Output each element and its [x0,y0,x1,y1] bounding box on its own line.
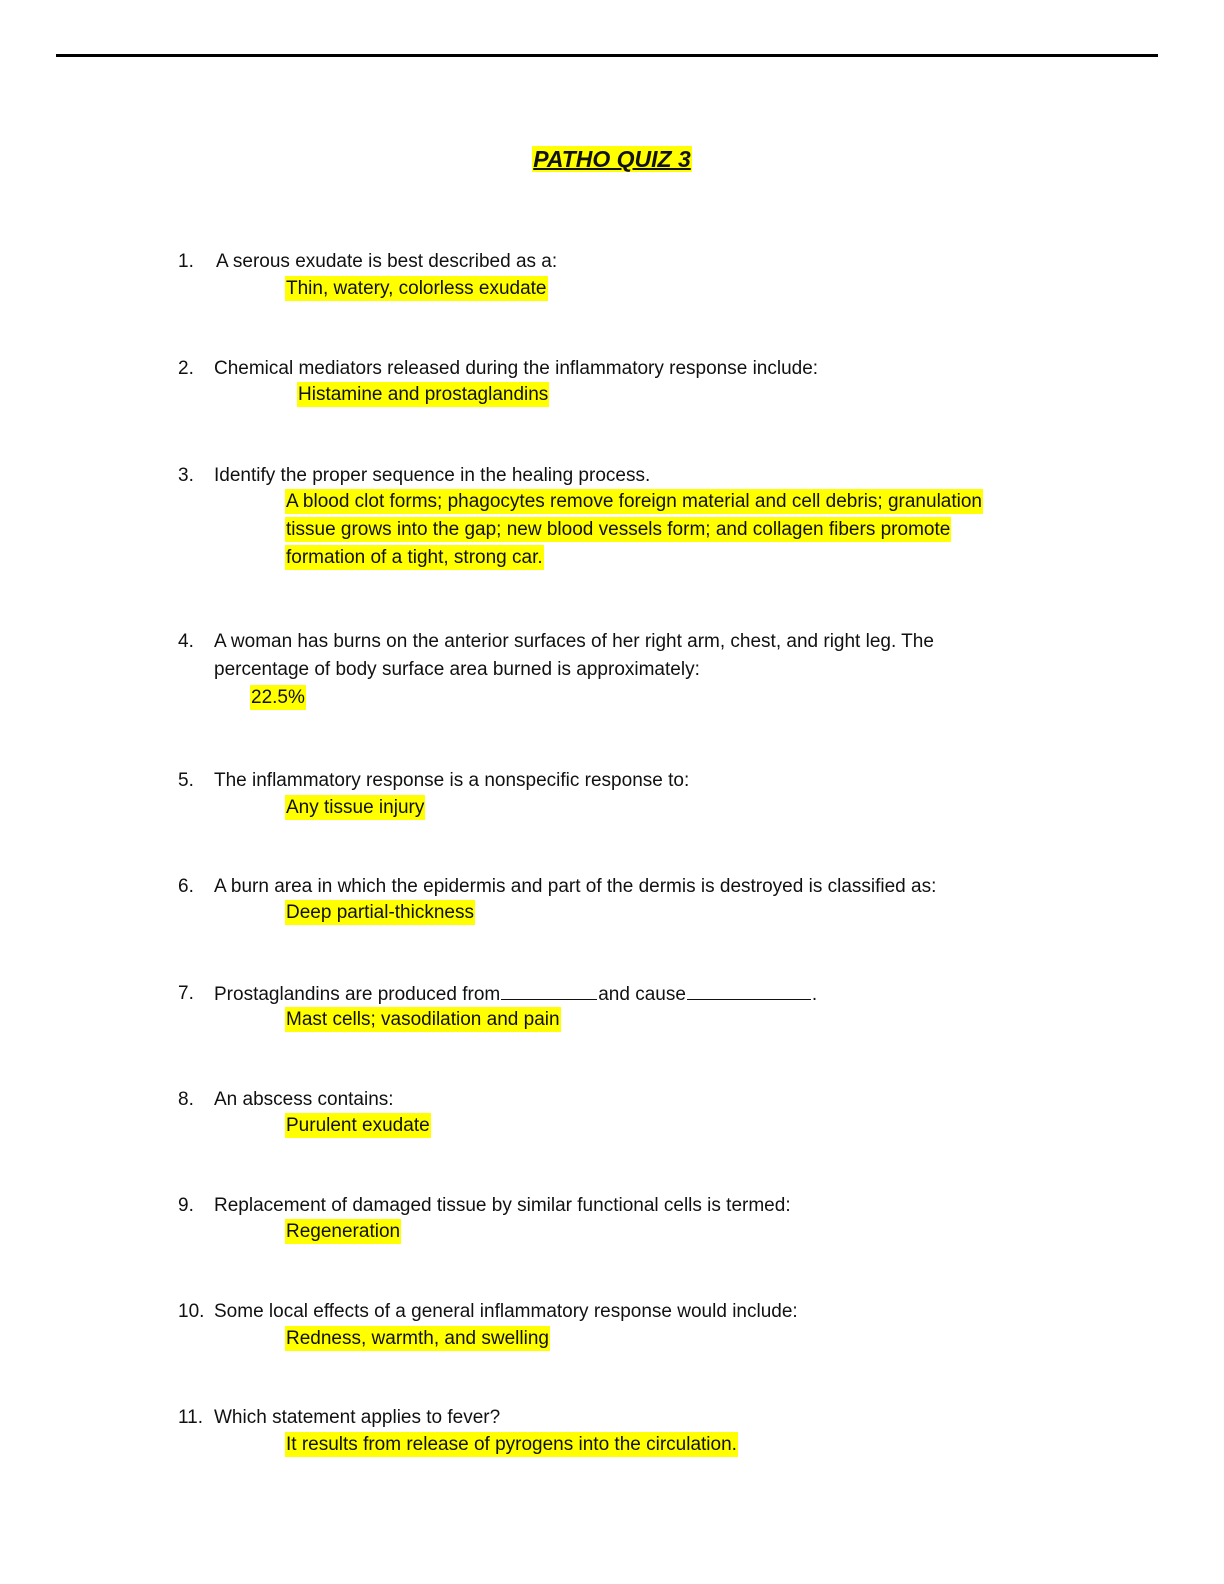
answer-9: Regeneration [286,1221,401,1242]
question-text: Which statement applies to fever? [214,1407,501,1428]
answer-11: It results from release of pyrogens into the circulation. [286,1434,737,1455]
answer-1: Thin, watery, colorless exudate [286,278,547,299]
answer-3-line-2: tissue grows into the gap; new blood vessels form; and collagen fibers promote [286,519,951,540]
question-number: 4. [178,631,194,652]
answer-7: Mast cells; vasodilation and pain [286,1009,560,1030]
question-number: 2. [178,358,194,379]
question-number: 1. [178,251,194,272]
answer-3-line-1: A blood clot forms; phagocytes remove foreign material and cell debris; granulation [286,491,982,512]
answer-6: Deep partial-thickness [286,902,474,923]
answer-3-line-3: formation of a tight, strong car. [286,547,543,568]
question-text: Some local effects of a general inflammatory response would include: [214,1301,798,1322]
answer-5: Any tissue injury [286,797,425,818]
answer-10: Redness, warmth, and swelling [286,1328,549,1349]
question-text: Chemical mediators released during the inflammatory response include: [214,358,819,379]
question-text: Replacement of damaged tissue by similar functional cells is termed: [214,1195,791,1216]
answer-8: Purulent exudate [286,1115,430,1136]
question-number: 10. [178,1301,205,1322]
question-text: A serous exudate is best described as a: [216,251,558,272]
question-text: A burn area in which the epidermis and part of the dermis is destroyed is classified as: [214,876,937,897]
blank-line [501,980,597,1000]
answer-4: 22.5% [251,687,305,708]
question-text: Identify the proper sequence in the healing process. [214,465,651,486]
question-text: The inflammatory response is a nonspecific response to: [214,770,690,791]
question-text: Prostaglandins are produced from and cause . [214,980,817,1008]
question-number: 11. [178,1407,204,1428]
question-text: An abscess contains: [214,1089,394,1110]
question-number: 7. [178,983,194,1004]
question-number: 6. [178,876,194,897]
top-rule [56,54,1158,57]
question-text-line-2: percentage of body surface area burned is approximately: [214,659,700,680]
question-number: 9. [178,1195,194,1216]
answer-2: Histamine and prostaglandins [298,384,549,405]
question-text-line-1: A woman has burns on the anterior surfaces of her right arm, chest, and right leg. The [214,631,934,652]
question-number: 5. [178,770,194,791]
blank-line [687,980,811,1000]
question-number: 3. [178,465,194,486]
page-title: PATHO QUIZ 3 [533,146,691,172]
question-number: 8. [178,1089,194,1110]
